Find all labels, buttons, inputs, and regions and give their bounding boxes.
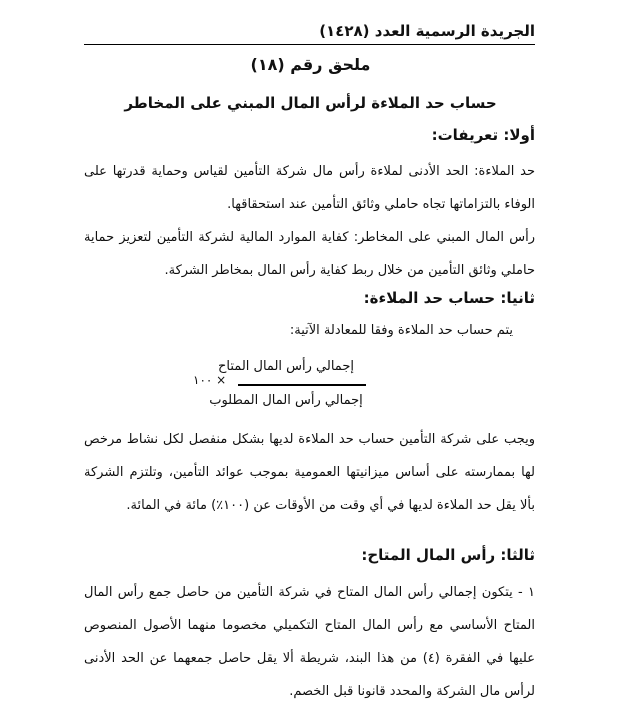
equation-numerator: إجمالي رأس المال المتاح — [218, 359, 354, 374]
section-available-capital-heading: ثالثا: رأس المال المتاح: — [361, 546, 535, 564]
equation-denominator: إجمالي رأس المال المطلوب — [209, 393, 363, 408]
equation-multiplier: × ١٠٠ — [193, 373, 227, 387]
equation-intro: يتم حساب حد الملاءة وفقا للمعادلة الآتية: — [289, 323, 513, 338]
calculation-body: ويجب على شركة التأمين حساب حد الملاءة لديها بشكل منفصل لكل نشاط مرخص لها بممارسته على أساس ميزانيتها العمومية بموجب عوائد التأمين، وتلتزم الشركة بألا يقل حد الملاءة لديها في أي وقت من الأوقات عن (١٠٠٪) مائة في المائة. — [84, 432, 535, 513]
definition-solvency-margin: حد الملاءة: الحد الأدنى لملاءة رأس مال شركة التأمين لقياس وحماية قدرتها على الوفاء بالتزاماتها تجاه حاملي وثائق التأمين عند استحقاقها. — [84, 164, 535, 212]
gazette-header: الجريدة الرسمية العدد (١٤٢٨) — [84, 20, 535, 45]
equation-fraction-bar — [238, 384, 366, 386]
section-calculation-heading: ثانيا: حساب حد الملاءة: — [363, 289, 535, 307]
available-capital-item-1: ١ - يتكون إجمالي رأس المال المتاح في شركة التأمين من حاصل جمع رأس المال المتاح الأساسي مع رأس المال المتاح التكميلي مخصوما منهما الأصول المنصوص عليها في الفقرة (٤) من هذا البند، شريطة ألا يقل حاصل جمعهما عن الحد الأدنى لرأس مال الشركة والمحدد قانونا قبل الخصم. — [84, 585, 535, 699]
section-definitions-heading: أولا: تعريفات: — [431, 126, 535, 144]
document-title: حساب حد الملاءة لرأس المال المبني على المخاطر — [124, 94, 497, 112]
definition-risk-based-capital: رأس المال المبني على المخاطر: كفاية الموارد المالية لشركة التأمين لتعزيز حماية حاملي وثائق التأمين من خلال ربط كفاية رأس المال بمخاطر الشركة. — [84, 230, 535, 278]
annex-label: ملحق رقم (١٨) — [250, 55, 371, 74]
